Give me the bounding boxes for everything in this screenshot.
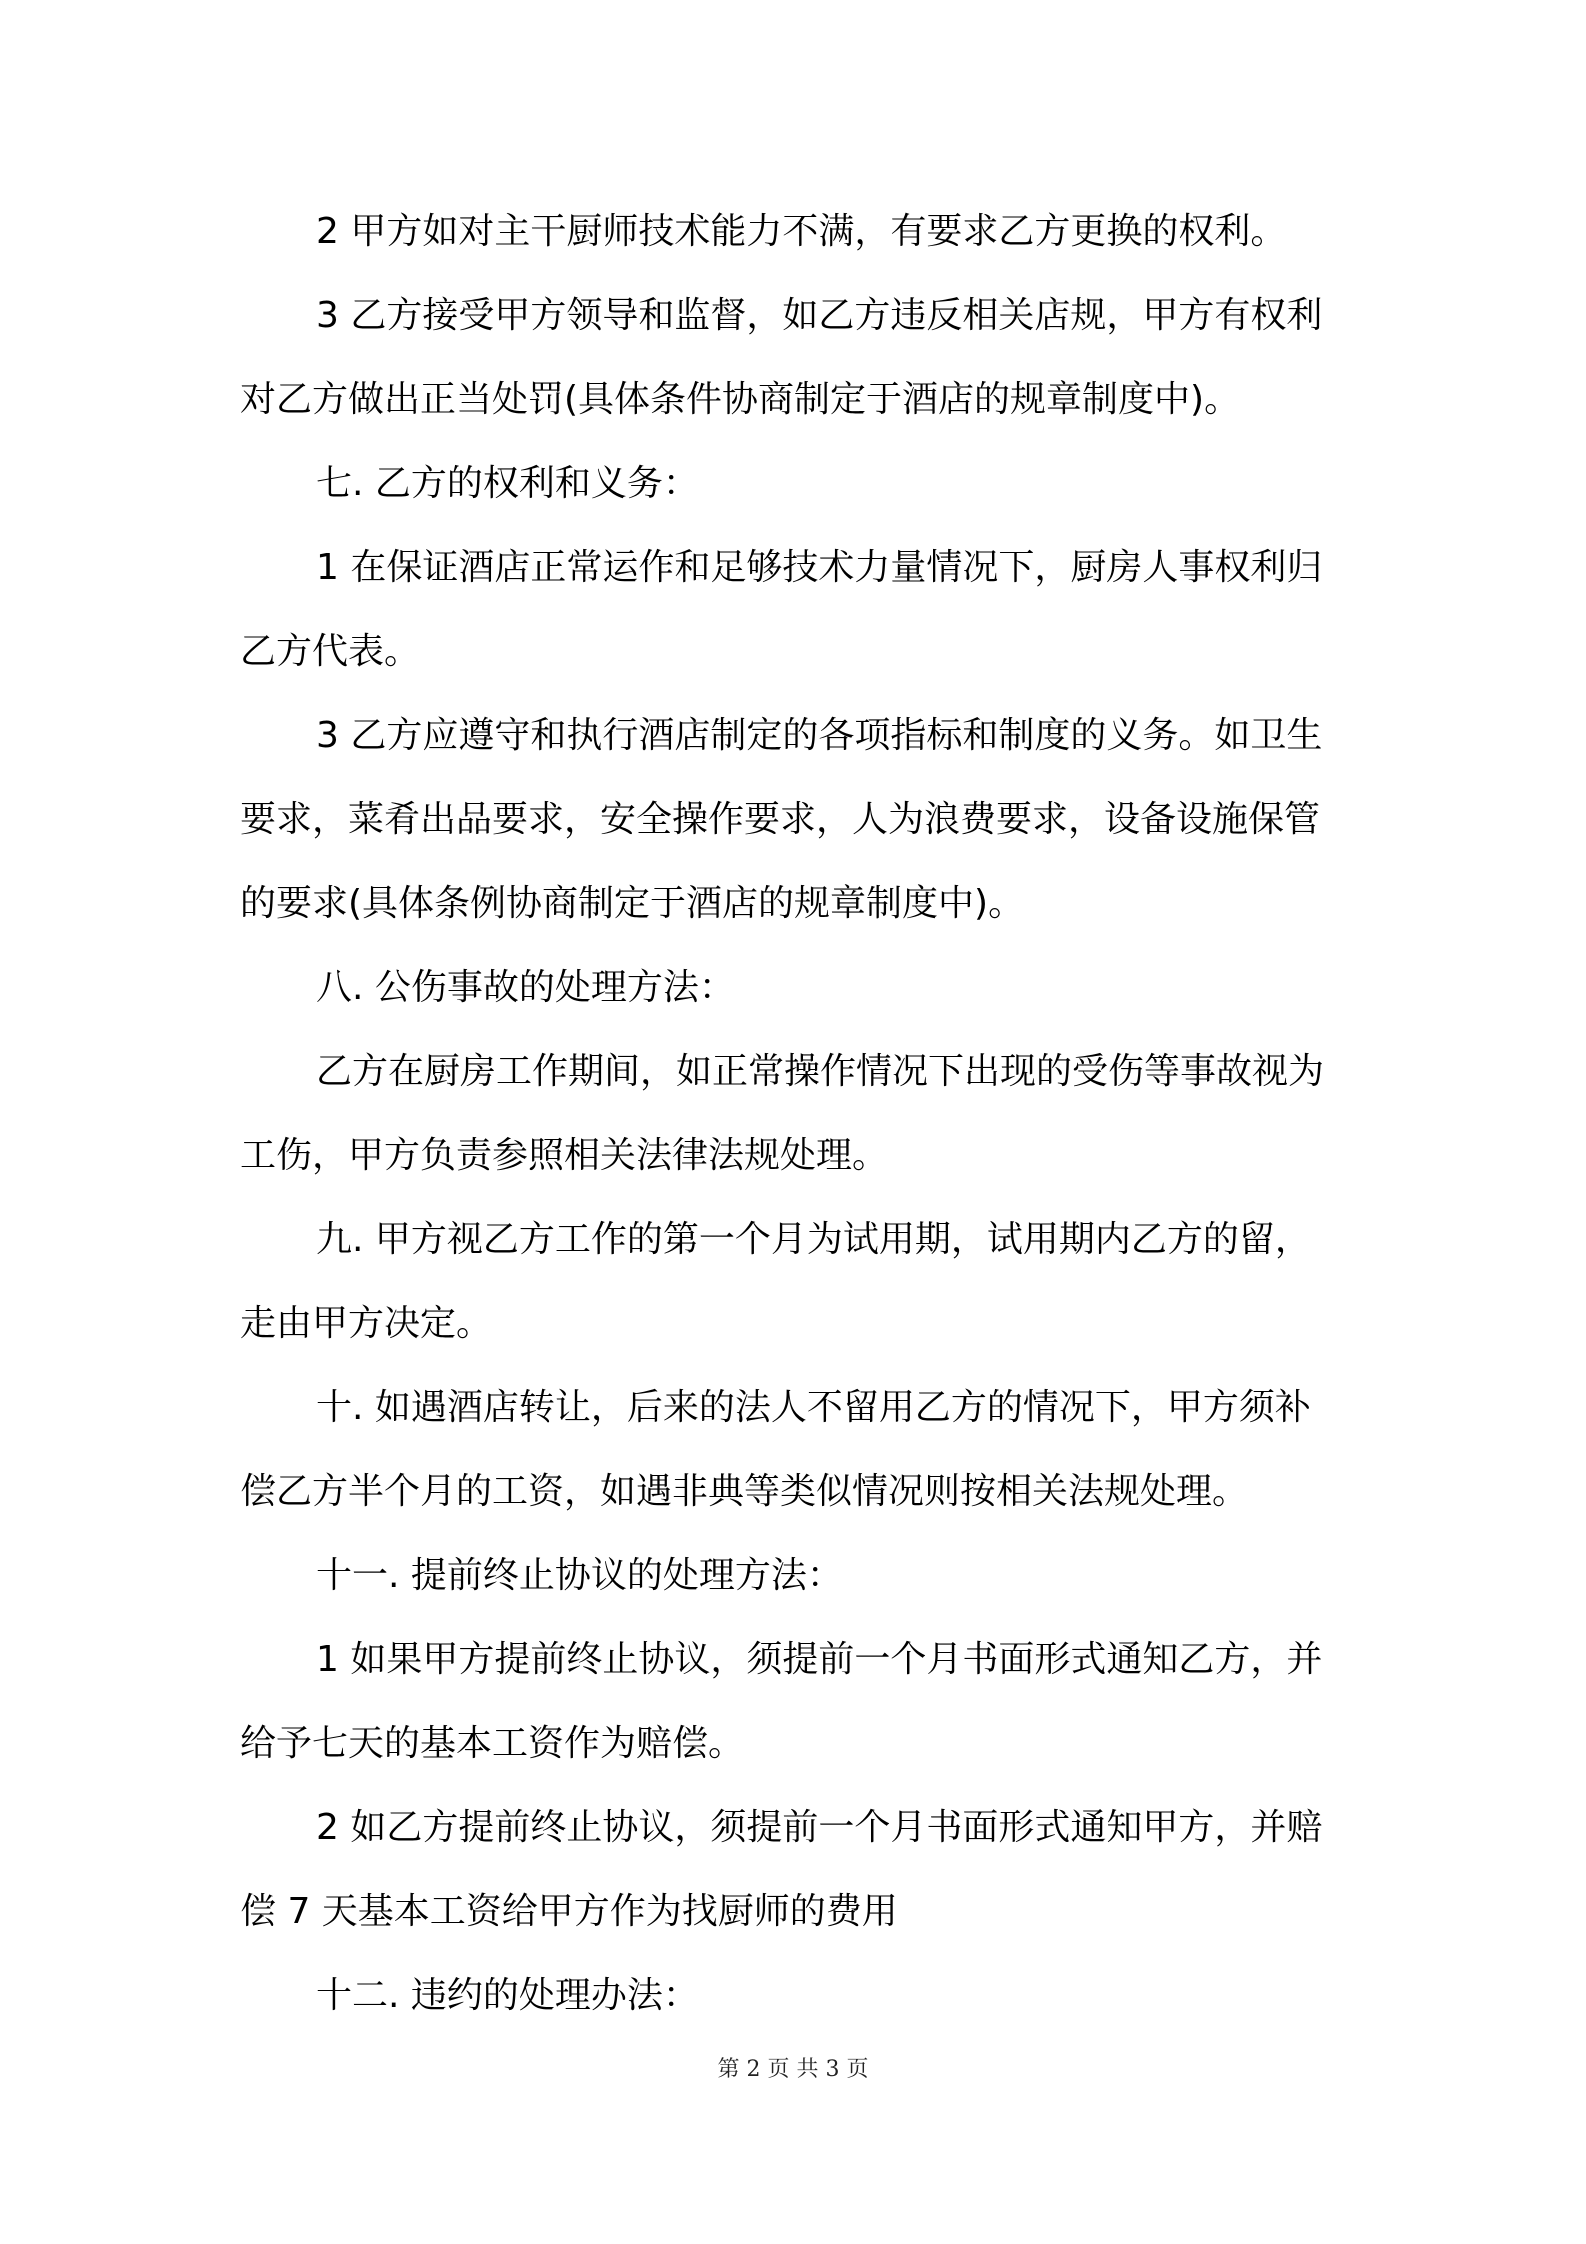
section-heading: 十. 如遇酒店转让，后来的法人不留用乙方的情况下，甲方须补 <box>316 1387 1311 1428</box>
paragraph-line: 2 如乙方提前终止协议，须提前一个月书面形式通知甲方，并赔 <box>316 1807 1323 1848</box>
paragraph-line: 乙方在厨房工作期间，如正常操作情况下出现的受伤等事故视为 <box>316 1051 1325 1092</box>
section-heading: 八. 公伤事故的处理方法： <box>316 967 735 1008</box>
paragraph-line: 走由甲方决定。 <box>240 1303 493 1344</box>
paragraph-line: 乙方代表。 <box>240 631 421 672</box>
paragraph-line: 1 在保证酒店正常运作和足够技术力量情况下，厨房人事权利归 <box>316 547 1323 588</box>
paragraph-line: 偿 7 天基本工资给甲方作为找厨师的费用 <box>240 1891 898 1932</box>
paragraph-line: 3 乙方应遵守和执行酒店制定的各项指标和制度的义务。如卫生 <box>316 715 1323 756</box>
paragraph-line: 的要求(具体条例协商制定于酒店的规章制度中)。 <box>240 883 1025 924</box>
paragraph-line: 3 乙方接受甲方领导和监督，如乙方违反相关店规，甲方有权利 <box>316 295 1323 336</box>
section-heading: 十二. 违约的处理办法： <box>316 1975 699 2016</box>
section-heading: 九. 甲方视乙方工作的第一个月为试用期，试用期内乙方的留， <box>316 1219 1311 1260</box>
paragraph-line: 工伤，甲方负责参照相关法律法规处理。 <box>240 1135 889 1176</box>
page-number-footer: 第 2 页 共 3 页 <box>717 2057 869 2082</box>
paragraph-line: 1 如果甲方提前终止协议，须提前一个月书面形式通知乙方，并 <box>316 1639 1323 1680</box>
paragraph-line: 要求，菜肴出品要求，安全操作要求，人为浪费要求，设备设施保管 <box>240 799 1321 840</box>
paragraph-line: 对乙方做出正当处罚(具体条件协商制定于酒店的规章制度中)。 <box>240 379 1241 420</box>
section-heading: 七. 乙方的权利和义务： <box>316 463 699 504</box>
paragraph-line: 偿乙方半个月的工资，如遇非典等类似情况则按相关法规处理。 <box>240 1471 1249 1512</box>
paragraph-line: 给予七天的基本工资作为赔偿。 <box>240 1723 745 1764</box>
paragraph-line: 2 甲方如对主干厨师技术能力不满，有要求乙方更换的权利。 <box>316 211 1287 252</box>
section-heading: 十一. 提前终止协议的处理方法： <box>316 1555 843 1596</box>
